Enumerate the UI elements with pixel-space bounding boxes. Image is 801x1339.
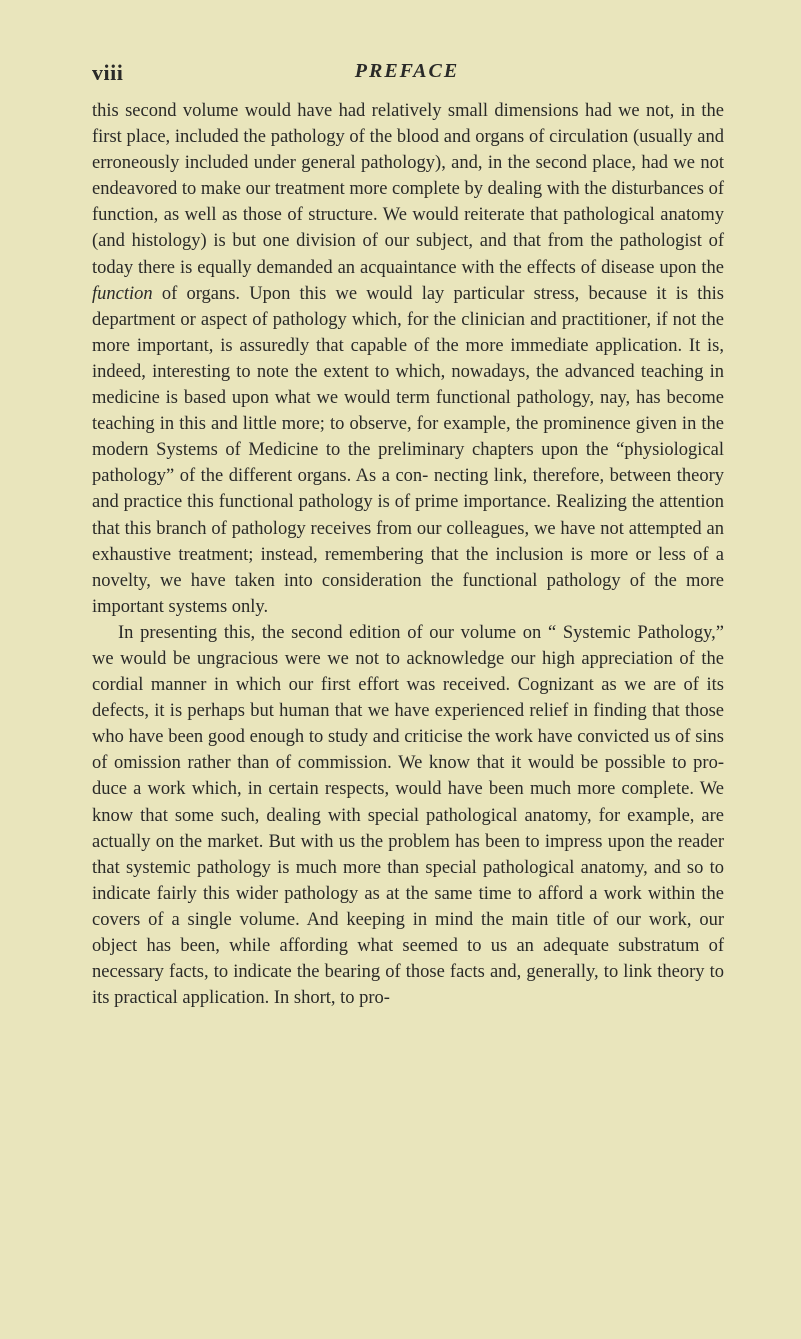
paragraph-1-text-before: this second volume would have had relatively small dimensions had we not, in the first place, included the pathology of the blood and organs of circulation (usually and erroneously included under general pathology), and, in the second place, had we not endeavored to make our treatment more complete by dealing with the disturbances of function, as well as those of structure. We would reiterate that pathological anatomy (and histology) is but one division of our subject, and that from the pathologist of today there is equally demanded an acquaintance with the effects of disease upon the: [92, 101, 724, 278]
paragraph-2: In presenting this, the second edition of our volume on “ Systemic Pathology,” we would be ungracious were we not to acknowledge our high appreciation of the cordial manner in which our first effort was received. Cognizant as we are of its defects, it is perhaps but human that we have experienced relief in finding that those who have been good enough to study and criticise the work have convicted us of sins of omission rather than of commission. We know that it would be possible to pro- duce a work which, in certain respects, would have been much more complete. We know that some such, dealing with special pathological anatomy, for example, are actually on the market. But with us the problem has been to impress upon the reader that systemic pathology is much more than special pathological anatomy, and so to indicate fairly this wider pathology as at the same time to afford a work within the covers of a single volume. And keeping in mind the main title of our work, our object has been, while affording what seemed to us an adequate substratum of necessary facts, to indicate the bearing of those facts and, generally, to link theory to its practical application. In short, to pro-: [92, 622, 724, 1009]
running-head: [92, 60, 722, 92]
paragraph-1: [92, 98, 724, 620]
emphasis-function: function: [92, 283, 153, 304]
body-text: [92, 98, 724, 1011]
paragraph-1-text-after: of organs. Upon this we would lay particular stress, because it is this department or aspect of pathology which, for the clinician and practitioner, if not the more important, is assuredly that capable of the more immediate application. It is, indeed, interesting to note the extent to which, nowadays, the advanced teaching in medicine is based upon what we would term functional pathology, nay, has become teaching in this and little more; to observe, for example, the prominence given in the modern Systems of Medicine to the preliminary chapters upon the “physiological pathology” of the different organs. As a con- necting link, therefore, between theory and practice this functional pathology is of prime importance. Realizing the attention that this branch of pathology receives from our colleagues, we have not attempted an exhaustive treatment; instead, remembering that the inclusion is more or less of a novelty, we have taken into consideration the functional pathology of the more important systems only.: [92, 283, 724, 617]
page-number: viii: [92, 60, 124, 85]
running-head-title: PREFACE: [354, 60, 460, 82]
